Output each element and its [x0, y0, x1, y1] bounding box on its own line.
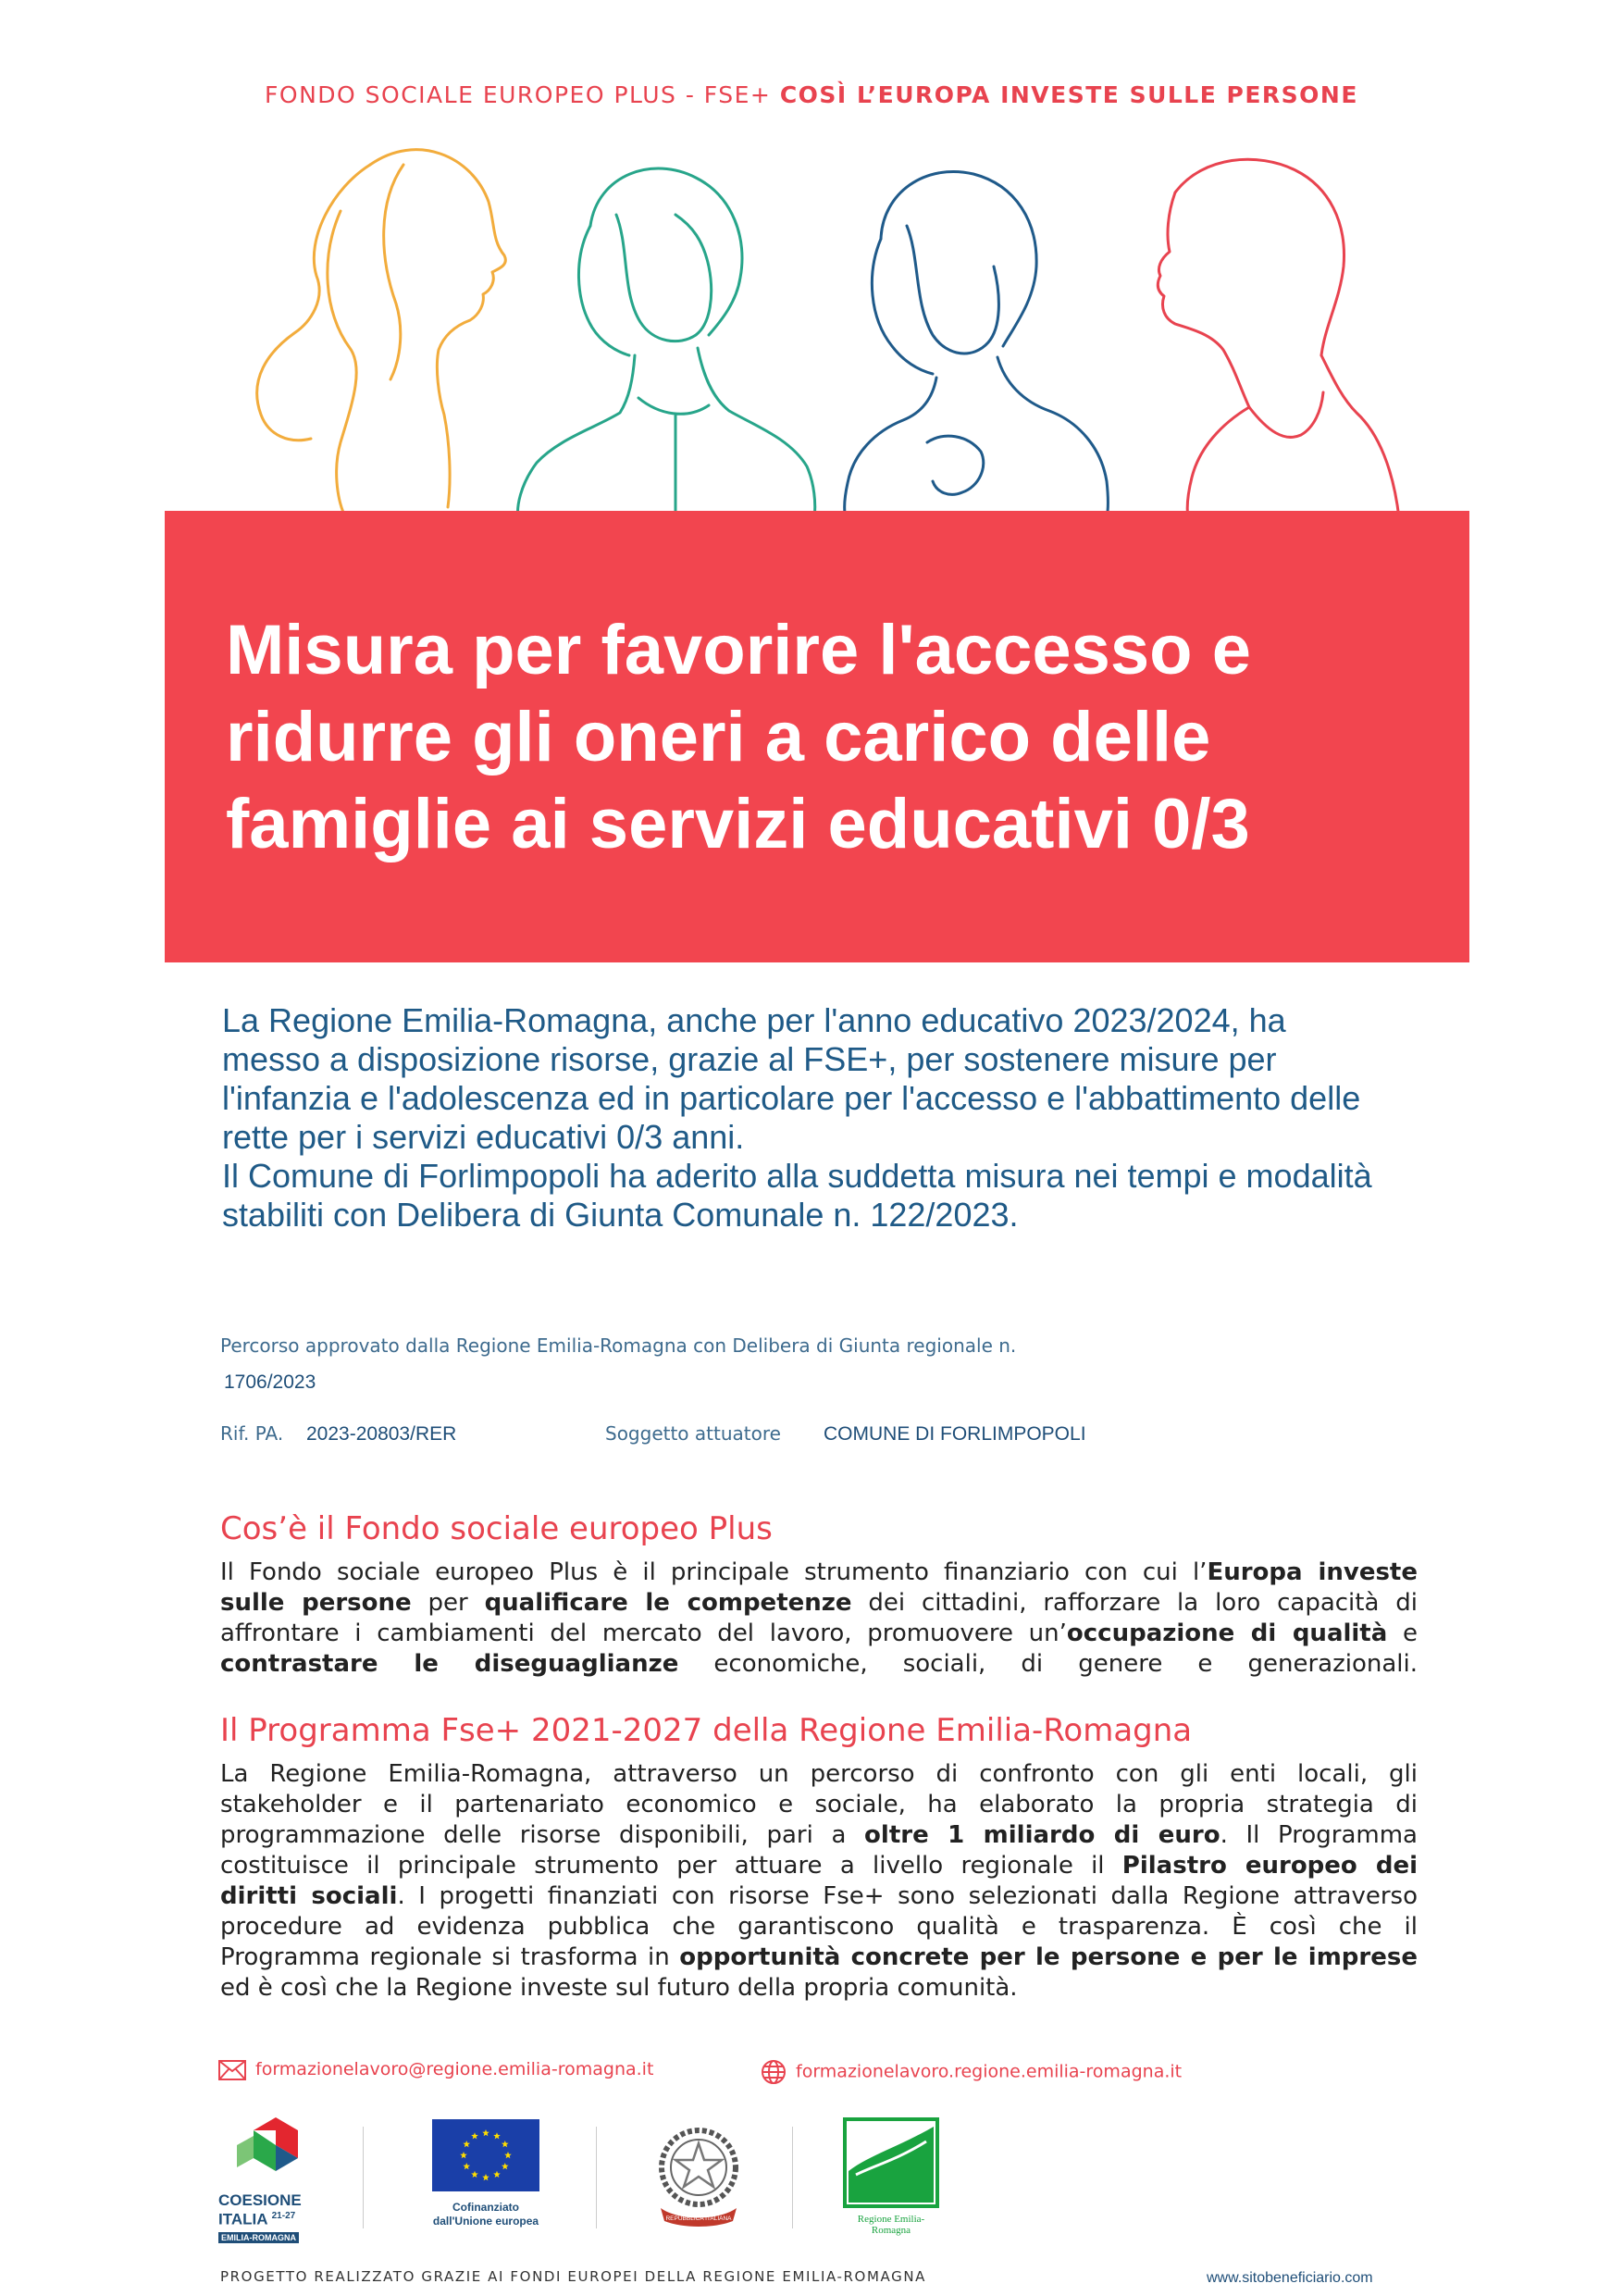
- intro-line: stabiliti con Delibera di Giunta Comunale n. 122/2023.: [222, 1196, 1019, 1234]
- intro-line: messo a disposizione risorse, grazie al FSE+, per sostenere misure per: [222, 1040, 1277, 1078]
- text-run: . Il Programma: [1220, 1821, 1418, 1849]
- section-body-line: [220, 1588, 1418, 1619]
- text-run: . I progetti finanziati con risorse Fse+ sono selezionati dalla Regione attraverso: [397, 1882, 1418, 1910]
- person-red-line-drawing: [1158, 159, 1399, 518]
- bold-text-run: oltre 1 miliardo di euro: [864, 1821, 1220, 1849]
- intro-paragraph: [222, 1001, 1453, 1235]
- text-run: dei cittadini, rafforzare la loro capacità di: [851, 1589, 1418, 1617]
- bold-text-run: contrastare le diseguaglianze: [220, 1650, 679, 1678]
- text-run: Programma regionale si trasforma in: [220, 1943, 680, 1971]
- title-line: Misura per favorire l'accesso e: [226, 611, 1251, 689]
- person-blue-line-drawing: [845, 171, 1109, 518]
- bold-text-run: Europa investe: [1207, 1558, 1418, 1586]
- header-slogan: COSÌ L’EUROPA INVESTE SULLE PERSONE: [779, 81, 1358, 108]
- rer-caption: Regione Emilia-Romagna: [857, 2214, 925, 2236]
- contact-website[interactable]: [761, 2059, 1182, 2085]
- coesione-region: EMILIA-ROMAGNA: [218, 2232, 299, 2243]
- text-run: La Regione Emilia-Romagna, attraverso un percorso di confronto con gli enti locali, gli: [220, 1760, 1418, 1788]
- text-run: ed è così che la Regione investe sul futuro della propria comunità.: [220, 1974, 1018, 2002]
- text-run: stakeholder e il partenariato economico e sociale, ha elaborato la propria strategia di: [220, 1791, 1418, 1818]
- section-body-line: [220, 1851, 1418, 1881]
- emblem-star-icon: [648, 2119, 750, 2230]
- bold-text-run: diritti sociali: [220, 1882, 398, 1910]
- bold-text-run: sulle persone: [220, 1589, 412, 1617]
- contact-email[interactable]: [218, 2059, 653, 2080]
- person-orange-line-drawing: [257, 150, 506, 515]
- intro-line: l'infanzia e l'adolescenza ed in particolare per l'accesso e l'abbattimento delle: [222, 1079, 1361, 1117]
- title-line: famiglie ai servizi educativi 0/3: [226, 785, 1250, 863]
- text-run: affrontare i cambiamenti del mercato del lavoro, promuovere un’: [220, 1620, 1067, 1647]
- coesione-title: COESIONE: [218, 2191, 302, 2209]
- regione-emilia-romagna-logo: [840, 2117, 942, 2238]
- footer-project-text: PROGETTO REALIZZATO GRAZIE AI FONDI EUROPEI DELLA REGIONE EMILIA-ROMAGNA: [220, 2268, 927, 2285]
- italian-republic-emblem: [648, 2119, 750, 2230]
- main-title: [226, 607, 1429, 868]
- section-body-line: [220, 1820, 1418, 1851]
- text-run: costituisce il principale strumento per attuare a livello regionale il: [220, 1852, 1122, 1880]
- contact-website-text: formazionelavoro.regione.emilia-romagna.it: [796, 2061, 1183, 2082]
- logo-divider: [363, 2127, 364, 2228]
- section-body-line: [220, 1649, 1418, 1680]
- bold-text-run: Pilastro europeo dei: [1121, 1852, 1418, 1880]
- four-people-line-illustration: [241, 137, 1406, 526]
- intro-line: rette per i servizi educativi 0/3 anni.: [222, 1118, 745, 1156]
- rif-pa-value: 2023-20803/RER: [306, 1423, 457, 1445]
- text-run: programmazione delle risorse disponibili, pari a: [220, 1821, 865, 1849]
- mail-icon: [218, 2060, 246, 2080]
- bold-text-run: qualificare le competenze: [484, 1589, 852, 1617]
- approval-label: Percorso approvato dalla Regione Emilia-Romagna con Delibera di Giunta regionale n.: [220, 1334, 1017, 1357]
- text-run: economiche, sociali, di genere e generazionali.: [678, 1650, 1418, 1678]
- header-prefix: FONDO SOCIALE EUROPEO PLUS - FSE+: [265, 81, 772, 108]
- section-body-line: [220, 1942, 1418, 1973]
- section-body-line: [220, 1790, 1418, 1820]
- soggetto-attuatore-label: Soggetto attuatore: [605, 1422, 781, 1445]
- footer-site-link[interactable]: www.sitobeneficiario.com: [1207, 2270, 1373, 2286]
- eu-caption-line: Cofinanziato: [452, 2201, 519, 2214]
- text-run: Il Fondo sociale europeo Plus è il principale strumento finanziario con cui l’: [220, 1558, 1208, 1586]
- eu-cofinanced-logo: [426, 2119, 546, 2240]
- contact-email-text: formazionelavoro@regione.emilia-romagna.it: [255, 2059, 654, 2079]
- section-body-line: [220, 1881, 1418, 1912]
- person-green-line-drawing: [518, 168, 815, 518]
- regione-emilia-romagna-icon: [843, 2117, 939, 2208]
- section-body-programma: [220, 1759, 1418, 2004]
- emblem-ribbon-text: REPUBBLICA ITALIANA: [665, 2215, 732, 2222]
- section-body-line: [220, 1759, 1418, 1790]
- eu-flag-icon: [432, 2119, 539, 2191]
- logo-divider: [596, 2127, 597, 2228]
- bold-text-run: occupazione di qualità: [1066, 1620, 1388, 1647]
- coesione-italia-mark-icon: [218, 2114, 320, 2188]
- text-run: procedure ad evidenza pubblica che garantiscono qualità e trasparenza. È così che il: [220, 1913, 1418, 1941]
- intro-line: Il Comune di Forlimpopoli ha aderito alla suddetta misura nei tempi e modalità: [222, 1157, 1372, 1195]
- text-run: per: [411, 1589, 485, 1617]
- section-body-line: [220, 1973, 1418, 2004]
- logo-divider: [792, 2127, 793, 2228]
- section-body-line: [220, 1558, 1418, 1588]
- soggetto-attuatore-value: COMUNE DI FORLIMPOPOLI: [824, 1423, 1086, 1445]
- section-heading-fse: Cos’è il Fondo sociale europeo Plus: [220, 1510, 773, 1547]
- title-line: ridurre gli oneri a carico delle: [226, 698, 1211, 776]
- section-heading-programma: Il Programma Fse+ 2021-2027 della Regione Emilia-Romagna: [220, 1712, 1193, 1749]
- section-body-line: [220, 1912, 1418, 1942]
- coesione-italia-logo: [218, 2114, 320, 2243]
- bold-text-run: opportunità concrete per le persone e per le imprese: [679, 1943, 1418, 1971]
- coesione-sub: ITALIA: [218, 2210, 267, 2228]
- section-body-line: [220, 1619, 1418, 1649]
- section-body-fse: [220, 1558, 1418, 1680]
- coesione-years: 21-27: [271, 2211, 296, 2221]
- title-banner: [165, 511, 1469, 962]
- globe-icon: [761, 2059, 787, 2085]
- intro-line: La Regione Emilia-Romagna, anche per l'anno educativo 2023/2024, ha: [222, 1001, 1286, 1039]
- header-banner: [0, 81, 1623, 108]
- rif-pa-label: Rif. PA.: [220, 1422, 284, 1445]
- approval-delibera-number: 1706/2023: [224, 1371, 316, 1393]
- eu-caption-line: dall'Unione europea: [432, 2215, 539, 2228]
- text-run: e: [1387, 1620, 1419, 1647]
